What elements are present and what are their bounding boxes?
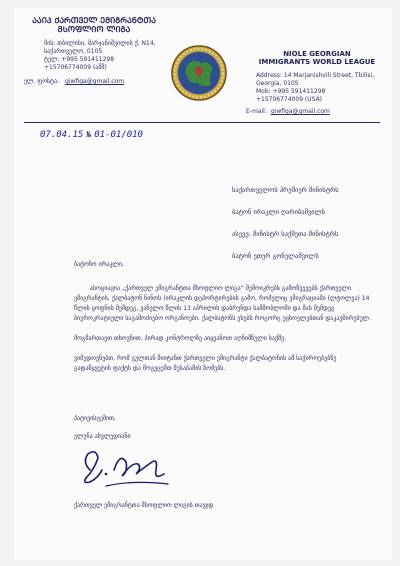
email-english: E-mail: giwfiga@gmail.com xyxy=(246,108,330,115)
reference-date: 07.04.15 xyxy=(40,130,84,140)
signatory-name: ელენა ახვლედიანი xyxy=(74,433,131,440)
email-georgian: ელ. ფოსტა: giwfiga@gmail.com xyxy=(24,78,125,85)
addressee-line: ბატონ ეთერ გონელაშვილს xyxy=(232,252,319,260)
address-georgian: მის: თბილისი, მარჯანიშვილის ქ. N14, საქართველო, 0105 ტელ: +995 591411298 +15706774009 (აშშ) xyxy=(44,40,156,71)
handwritten-signature-icon xyxy=(76,440,176,492)
header-divider xyxy=(24,122,380,123)
addressee-line: ასევე: მინისტრ საქმეთა მინისტრს xyxy=(232,230,339,238)
body-paragraph: ასოციაცია „ქართველ ემიგრანტთა მსოფლიო ლიგა“ შემოიკრებს გამოწვევებს ქართველი ემიგრანტის, ქალბატონ ნინოს (ირაკლის დეპორტირების გამო, რომელიც ემიგრაციაში (ლტოლვა) 14 წლის ყოფნის შემდეგ, ვანელო წლის 13 აპრილის დაბრუნდა სამშობლოში და მას შემდეგ ბიუროკრატიული საგამოძიებო ორგანოები. ქალბატონს ეხებს როგორც უცხოელებთან დაკავშირებულ. xyxy=(74,285,372,322)
body-paragraph: ვიმედოვნებთ, რომ გულთან მიიტანთ ქართველი ემიგრანტი ქალბატონის ამ საჭიროებებზე გადაწყვეტის ფაქტს და მოგვცემთ შესაბამის ზომებს. xyxy=(74,355,337,372)
email-link-english[interactable]: giwfiga@gmail.com xyxy=(270,108,330,115)
letterhead-georgian xyxy=(24,16,164,86)
letter-body xyxy=(74,260,374,384)
closing-block xyxy=(74,414,131,442)
league-emblem-icon xyxy=(170,44,228,102)
greeting: ბატონო ირაკლი, xyxy=(74,261,124,268)
letterhead-english xyxy=(242,50,392,116)
addressee-line: ბატონ ირაკლი ღარიბაშვილს xyxy=(232,208,325,216)
address-english: Address: 14 Marjanishvili Street, Tbilisi, Georgia, 0105 Mob: +995 591411298 +15706774009 (USA) xyxy=(256,72,375,103)
email-link-georgian[interactable]: giwfiga@gmail.com xyxy=(65,78,125,85)
body-paragraph: მოგმართავთ თხოვნით, პირად კონტროლზე აიყვანოთ აღნიშნული საქმე. xyxy=(74,335,287,342)
closing-regards: პატივისცემით, xyxy=(74,415,116,422)
letter-page xyxy=(14,8,392,560)
signatory-title: ქართველ ემიგრანტთა მსოფლიო ლიგის თავჯდ xyxy=(74,502,214,509)
org-name-english: NIOLE GEORGIAN IMMIGRANTS WORLD LEAGUE xyxy=(258,50,376,66)
org-name-georgian: ᲐᲐᲘᲞ ᲥᲐᲠᲗᲕᲔᲚ ᲔᲛᲘᲒᲠᲐᲜᲢᲗᲐ ᲛᲡᲝᲤᲚᲘᲝ ᲚᲘᲒᲐ xyxy=(32,16,156,34)
addressee-line: საქართველოს პრემიერ მინისტრს xyxy=(232,186,339,194)
reference-number: 01-01/010 xyxy=(94,130,143,140)
reference-line: 07.04.15 № 01-01/010 xyxy=(40,130,143,140)
